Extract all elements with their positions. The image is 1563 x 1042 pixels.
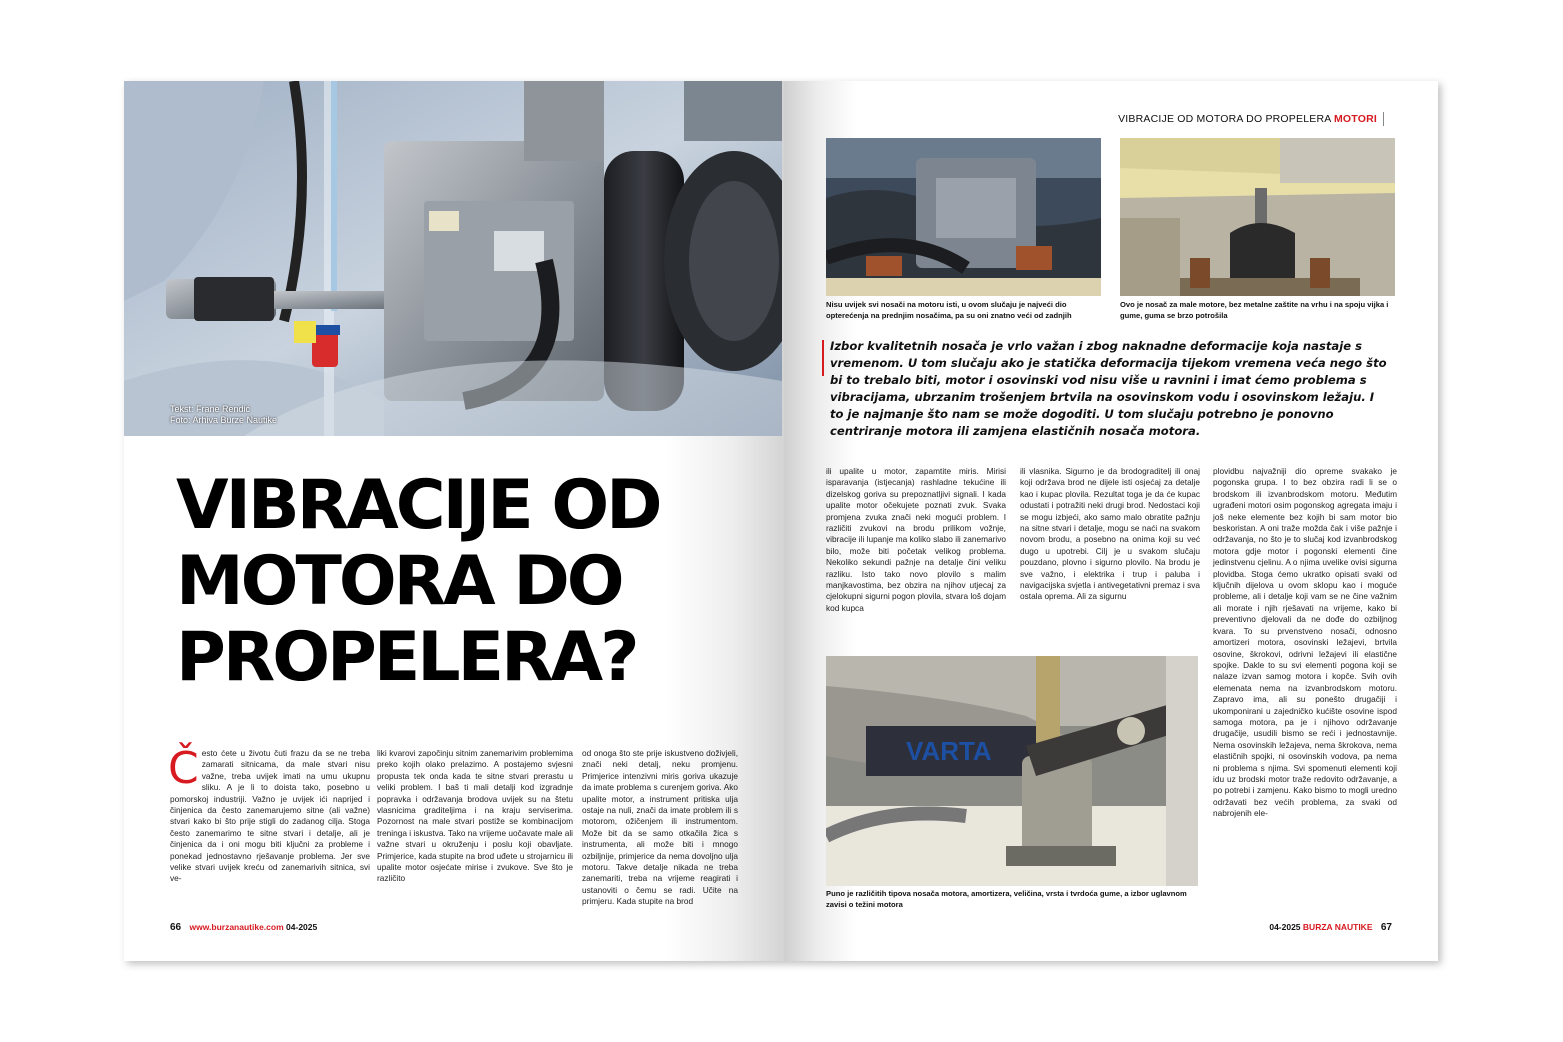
mounts-photo-1 [826,138,1101,296]
mounts-photo-3 [826,656,1198,886]
right-page [784,81,1438,961]
credit-text: Tekst: Frane Rendić [170,404,251,414]
battery-brand-label: VARTA [906,736,992,766]
headline-line-3: PROPELERA? [176,618,637,697]
body-column-3 [1213,466,1397,820]
body-text: od onoga što ste prije iskustveno doživjeli, znači neki detalj, neku promjenu. Primjerice intenzivni miris goriva ukazuje da imate problema s curenjem goriva. Ako upalite motor, a instrument pritiska ulja ostaje na nuli, znači da imate problem ili s motorom, ožičenjem ili instrumentom. Može bit da se samo otkačila žica s instrumenta, ali može biti i mnogo ozbiljnije, primjerice da nema dovoljno ulja motoru. Takve detalje nikada ne treba zanemariti, treba na vrijeme reagirati i ustanoviti o čemu se radi. Učite na primjeru. Kada stupite na brod [582,748,738,907]
photo-credit [170,404,277,426]
body-text: ili vlasnika. Sigurno je da brodograditelj ili onaj koji održava brod ne dijele isti osjećaj za detalje kao i kupac plovila. Rezultat toga je da će kupac odustati i potražiti neki drugi brod. Nedostaci koji se mogu izbjeći, ako samo malo obratite pažnju na sitne stvari i detalje, mogu se naći na svakom novom brodu, a posebno na onima koji su već dugo u upotrebi. Cilj je u svakom slučaju pouzdano, plovno i sigurno plovilo. Na brodu je sve važno, i elektrika i trup i paluba i navigacijska svjetla i antivegetativni premaz i sva ostala oprema. Ali za sigurnu [1020,466,1200,602]
drop-cap: Č [168,743,199,794]
caption-photo-3: Puno je različitih tipova nosača motora, amortizera, veličina, vrsta i tvrdoća gume, a izbor uglavnom zavisi o težini motora [826,889,1187,909]
website-link[interactable]: www.burzanautike.com [189,922,284,932]
issue-label: 04-2025 [286,922,318,932]
body-text: ili upalite u motor, zapamtite miris. Mirisi isparavanja (istjecanja) rashladne tekućine ili dizelskog goriva su prepoznatljivi signali. I kada upalite motor očekujete poznati zvuk. Svaka promjena zvuka znači neki mogući problem. I različiti zvukovi na brodu prilikom vožnje, vibracije ili lupanje ma koliko slabo ili zanemarivo bilo, može biti početak velikog problema. Nekoliko sekundi pažnje na detalje čini veliku razliku. Isto tako novo plovilo s malim manjkavostima, bez obzira na njihov utjecaj za cjelokupni sigurni pogon plovila, stvara loš dojam kod kupca [826,466,1006,613]
left-page [124,81,784,961]
body-text: esto ćete u životu čuti frazu da se ne treba zamarati sitnicama, da male stvari nisu važne, treba uvijek imati na umu ukupnu sliku. A je li to doista tako, posebno u pomorskoj industriji. Važno je uvijek ići naprijed i činjenica da često zanemarujemo sitne (ali važne) stvari kako bi što prije stigli do zadanog cilja. Stoga često zanemarimo te sitne stvari i detalje, ali je činjenica da i oni mogu biti ključni za probleme i ponekad jednostavno rješavanje problema. Jer sve velike stvari uvijek kreću od zanemarivih sitnica, svi ve- [170,748,370,884]
page-number: 67 [1380,922,1392,933]
page-number: 66 [170,922,182,933]
lead-paragraph: Izbor kvalitetnih nosača je vrlo važan i zbog naknadne deformacije koja nastaje s vremenom. U tom slučaju ako je statička deformacija tijekom vremena veća nego što bi to trebalo biti, motor i osovinski vod nisu više u ravnini i imat ćemo problema s vibracijama, ubrzanim trošenjem brtvila na osovinskom vodu i osovinskom ležaju. I to je najmanje što nam se može dogoditi. U tom slučaju potrebno je ponovno centriranje motora ili zamjena elastičnih nosača motora. [824,338,1390,440]
headline-line-2: MOTORA DO [176,542,622,621]
headline-line-1: VIBRACIJE OD [176,466,660,545]
body-column-3 [582,748,738,908]
caption-photo-1: Nisu uvijek svi nosači na motoru isti, u ovom slučaju je najveći dio opterećenja na prednjim nosačima, pa su oni znatno veći od zadnjih [826,300,1072,320]
section-header [1118,112,1384,126]
body-column-1 [168,743,370,885]
engine-photo [124,81,782,436]
credit-photo: Foto: Arhiva Burze Nautike [170,415,278,425]
headline [176,468,776,696]
section-title: VIBRACIJE OD MOTORA DO PROPELERA [1118,113,1331,125]
body-column-2 [377,748,573,885]
magazine-name: BURZA NAUTIKE [1302,922,1373,932]
body-column-1 [826,466,1006,614]
body-text: plovidbu najvažniji dio opreme svakako je pogonska grupa. I to bez obzira radi li se o brodskom ili izvanbrodskom motoru. Međutim ugrađeni motori osim pogonskog agregata imaju i još neke elemente bez kojih bi sam motor bio beskoristan. A oni traže možda čak i više pažnje i održavanja, no što je to slučaj kod izvanbrodskog motora gdje motor i pogonski elementi čine jedinstvenu cjelinu. A o njima uvelike ovisi sigurna plovidba. Stoga ćemo ukratko opisati svaki od ključnih dijelova u ovom sklopu kao i moguće probleme, ali i detalje koji vam se ne čine važnim ali morate i njih rješavati na vrijeme, kako bi preventivno djelovali da ne dođe do ozbiljnog kvara. To su prvenstveno nosači, odnosno amortizeri motora, osovinski ležajevi, brtvila osovine, škrokovi, odrivni ležajevi ili elastične spojke. Dakle to su svi elementi pogona koji se nalaze izvan samog motora i kopče. Svih ovih elemenata nema na izvanbrodskom motoru. Zapravo ima, ali su ponešto drugačiji i ukomponirani u zajedničko kućište osovine ispod samoga motora, pa je i njihovo održavanje drugačije, usudili bismo se reći i jednostavnije. Nema osovinskih ležajeva, nema škrokova, nema elastičnih spojki, ni osovinskih vodova, pa nema ni problema s njima. Svi spomenuti elementi koji idu uz brodski motor traže redovito održavanje, a po potrebi i zamjenu. Kako bismo to mogli uredno održavati bez većih problema, za svaki od nabrojenih ele- [1213,466,1397,819]
caption-photo-2: Ovo je nosač za male motore, bez metalne zaštite na vrhu i na spoju vijka i gume, guma se brzo potrošila [1120,300,1389,320]
body-column-2 [1020,466,1200,603]
section-tag: MOTORI [1333,113,1377,125]
issue-label: 04-2025 [1269,922,1301,932]
footer-left [170,922,317,933]
mounts-photo-2 [1120,138,1395,296]
footer-right [1269,922,1392,933]
body-text: liki kvarovi započinju sitnim zanemarivim problemima preko kojih olako prelazimo. A postajemo svjesni propusta tek onda kada te sitne stvari prerastu u veliki problem. I baš ti mali detalji kod izgradnje popravka i održavanja brodova uvijek su na štetu vlasnicima graditeljima i na kraju serviserima. Pozornost na male stvari postiže se kombinacijom treninga i iskustva. Tako na vrijeme uočavate male ali važne stvari u okruženju i poslu koji obavljate. Primjerice, kada stupite na brod uđete u strojarnicu ili upalite motor osjećate mirise i zvukove. Sve što je različito [377,748,573,884]
